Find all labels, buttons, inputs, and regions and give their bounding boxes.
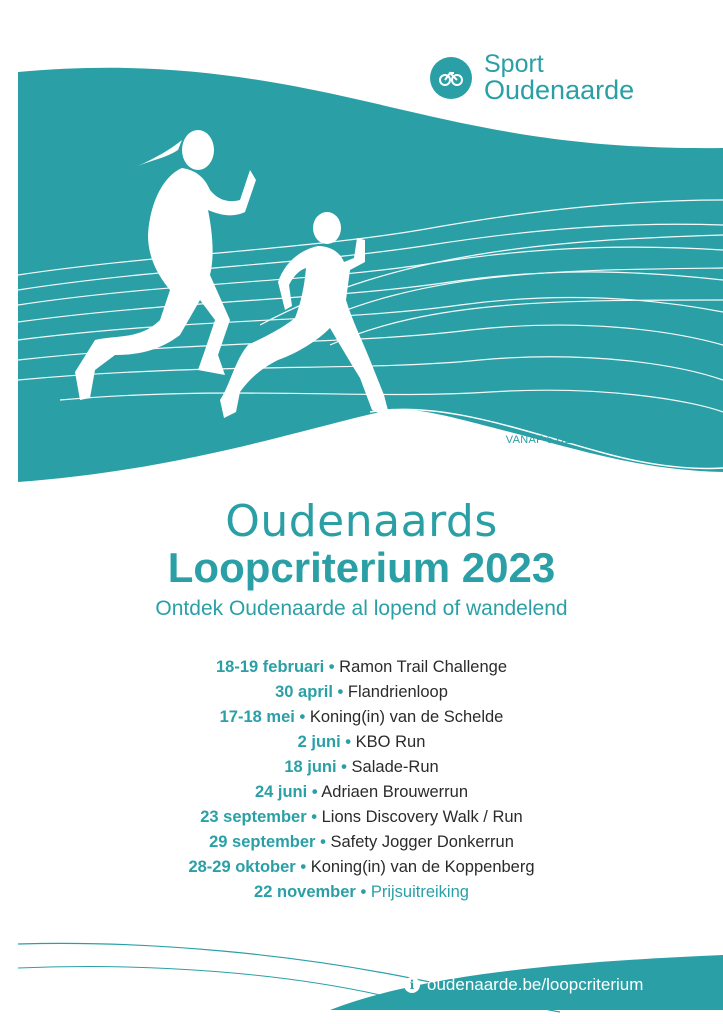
- event-date: 22 november: [254, 883, 356, 901]
- bonus-note: [480, 418, 656, 448]
- event-bullet: •: [345, 733, 352, 751]
- event-bullet: •: [311, 808, 318, 826]
- event-bullet: •: [300, 858, 307, 876]
- event-name: Koning(in) van de Koppenberg: [310, 858, 535, 876]
- event-item: [0, 730, 723, 755]
- event-bullet: •: [341, 758, 347, 776]
- event-bullet: •: [320, 833, 326, 851]
- event-date: 28-29 oktober: [188, 858, 296, 876]
- event-item: [0, 880, 723, 905]
- event-bullet: •: [360, 883, 367, 901]
- bonus-line-1: BONUSPRIJS: [531, 419, 605, 431]
- event-date: 18 juni: [284, 758, 337, 776]
- event-date: 2 juni: [297, 733, 341, 751]
- event-bullet: •: [337, 683, 344, 701]
- event-bullet: •: [311, 783, 318, 801]
- bonus-line-2: VANAF 6 DEELNAMES!: [505, 434, 631, 446]
- event-name: Salade-Run: [351, 758, 439, 776]
- event-item: [0, 805, 723, 830]
- event-date: 18-19 februari: [215, 658, 325, 676]
- event-bullet: •: [299, 708, 306, 726]
- info-icon: i: [404, 977, 420, 993]
- event-item: [0, 655, 723, 680]
- event-item: [0, 855, 723, 880]
- event-date: 23 september: [200, 808, 307, 826]
- event-name: Koning(in) van de Schelde: [309, 708, 504, 726]
- event-item: [0, 705, 723, 730]
- event-name: Lions Discovery Walk / Run: [321, 808, 523, 826]
- event-name: Safety Jogger Donkerrun: [330, 833, 514, 851]
- event-item: [0, 755, 723, 780]
- event-name: Adriaen Brouwerrun: [321, 783, 469, 801]
- sport-oudenaarde-logo: [430, 52, 634, 104]
- event-name: Ramon Trail Challenge: [339, 658, 508, 676]
- logo-line-oudenaarde: Oudenaarde: [484, 75, 635, 105]
- event-date: 24 juni: [254, 783, 308, 801]
- event-item: [0, 830, 723, 855]
- event-name: Flandrienloop: [347, 683, 448, 701]
- logo-wordmark: [484, 52, 634, 104]
- footer-link[interactable]: [404, 975, 643, 995]
- event-date: 30 april: [275, 683, 333, 701]
- event-list: [0, 655, 723, 905]
- title-oudenaards: Oudenaards: [225, 496, 498, 547]
- logo-line-sport: Sport: [484, 50, 544, 78]
- event-bullet: •: [328, 658, 335, 676]
- footer-wave-line-2: [18, 967, 380, 995]
- event-date: 29 september: [209, 833, 316, 851]
- bicycle-icon: [430, 57, 472, 99]
- event-name: KBO Run: [355, 733, 426, 751]
- footer-url[interactable]: oudenaarde.be/loopcriterium: [427, 975, 644, 994]
- event-item: [0, 680, 723, 705]
- event-item: [0, 780, 723, 805]
- event-name: Prijsuitreiking: [370, 883, 469, 901]
- subtitle: Ontdek Oudenaarde al lopend of wandelend: [155, 597, 568, 620]
- title-loopcriterium: Loopcriterium 2023: [167, 544, 556, 591]
- event-date: 17-18 mei: [219, 708, 295, 726]
